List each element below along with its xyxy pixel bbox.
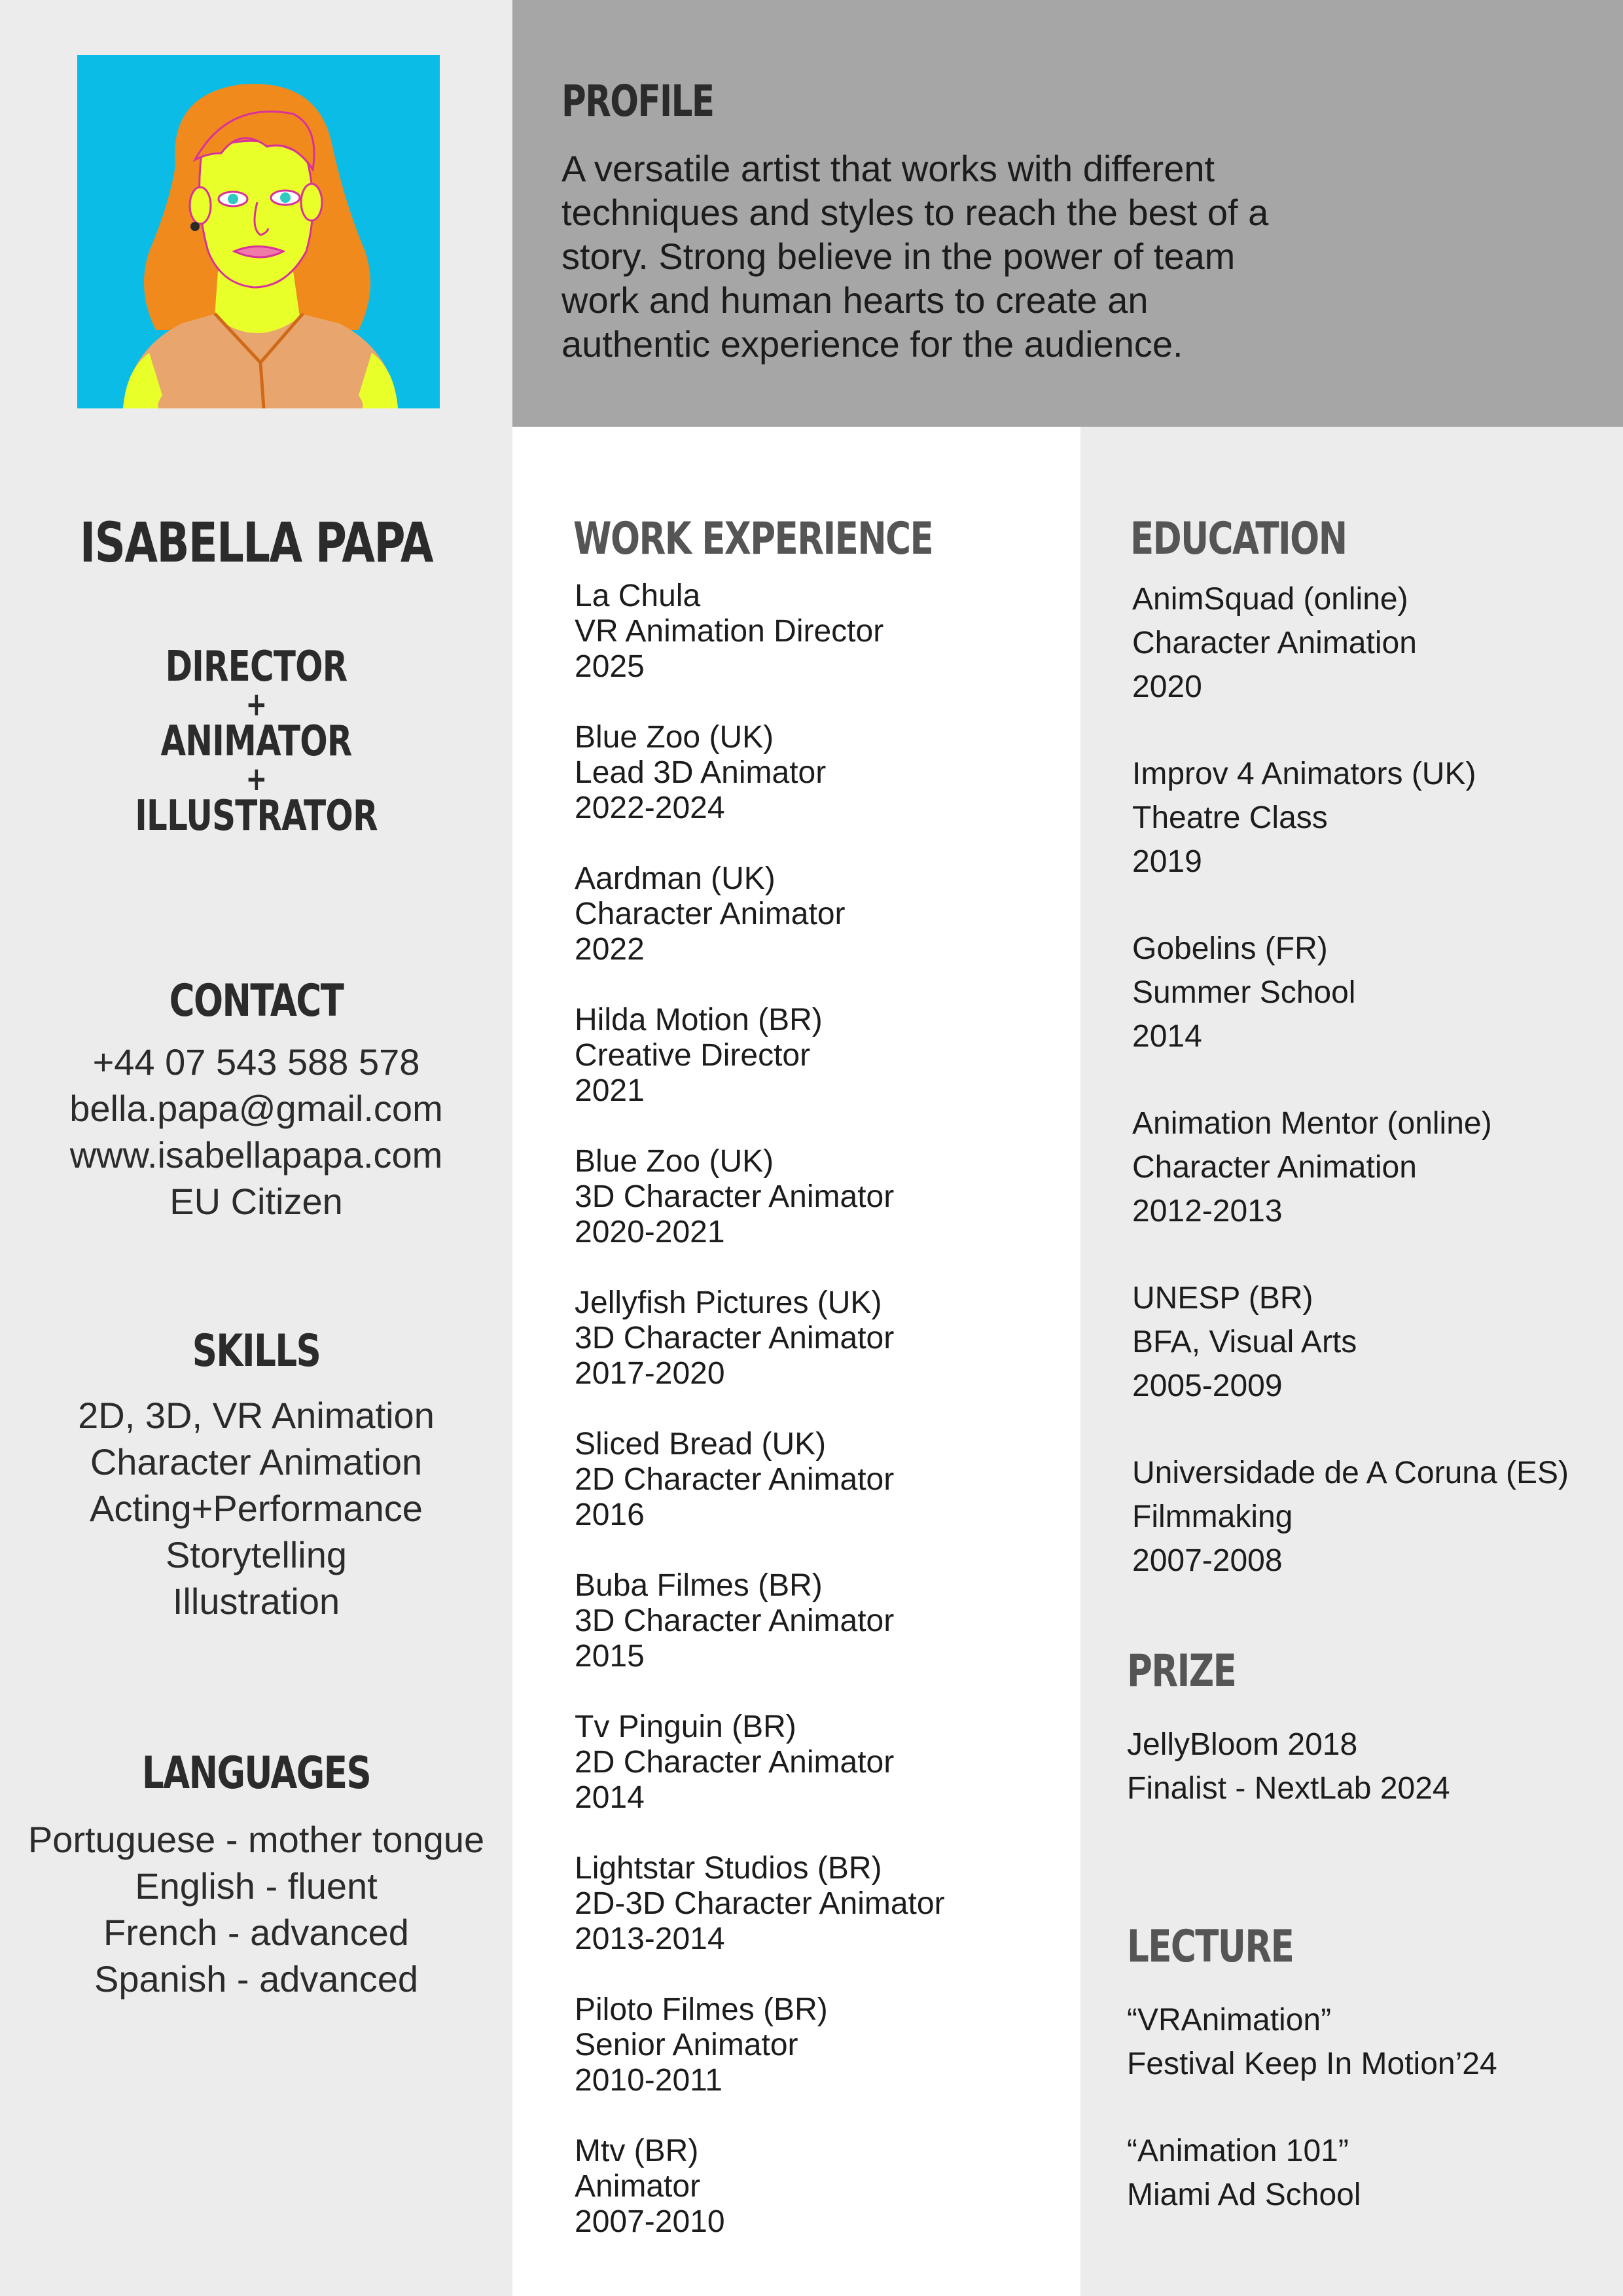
prize-heading: PRIZE (1127, 1645, 1236, 1697)
job-company: La Chula (575, 579, 701, 613)
education-school: AnimSquad (online) (1132, 582, 1408, 617)
lecture-entry (1127, 1998, 1497, 2086)
job-entry (575, 1710, 894, 1816)
skills-heading: SKILLS (192, 1325, 321, 1377)
job-company: Blue Zoo (UK) (575, 720, 774, 755)
work-experience-heading: WORK EXPERIENCE (573, 513, 933, 565)
role-separator: + (245, 685, 267, 723)
full-name: ISABELLA PAPA (79, 511, 433, 575)
job-company: Piloto Filmes (BR) (575, 1992, 828, 2027)
role-animator: ANIMATOR (160, 717, 352, 766)
profile-heading: PROFILE (562, 76, 714, 126)
job-entry (575, 579, 883, 685)
education-course: Character Animation (1132, 626, 1417, 660)
lecture-entry (1127, 2129, 1361, 2217)
languages-list (0, 1816, 512, 2002)
profile-line: techniques and styles to reach the best of a (562, 192, 1269, 233)
job-role: Animator (575, 2169, 701, 2204)
language-item: Spanish - advanced (94, 1958, 418, 2000)
skill-item: 2D, 3D, VR Animation (78, 1395, 435, 1436)
lecture-venue: Festival Keep In Motion’24 (1127, 2047, 1497, 2081)
education-years: 2012-2013 (1132, 1194, 1283, 1229)
job-role: 3D Character Animator (575, 1179, 895, 1214)
job-company: Tv Pinguin (BR) (575, 1710, 796, 1744)
job-role: Senior Animator (575, 2028, 798, 2062)
language-item: French - advanced (103, 1912, 409, 1953)
education-years: 2007-2008 (1132, 1543, 1283, 1578)
education-heading: EDUCATION (1130, 513, 1347, 565)
education-course: Character Animation (1132, 1150, 1417, 1185)
education-course: Summer School (1132, 975, 1356, 1010)
languages-heading: LANGUAGES (141, 1748, 371, 1799)
job-role: 2D-3D Character Animator (575, 1886, 945, 1921)
job-years: 2022 (575, 932, 645, 967)
skills-list (0, 1392, 512, 1624)
language-item: Portuguese - mother tongue (27, 1819, 485, 1860)
job-entry (575, 1285, 894, 1391)
job-entry (575, 1992, 828, 2098)
portrait-illustration (77, 55, 440, 408)
education-school: Universidade de A Coruna (ES) (1132, 1456, 1569, 1490)
job-company: Buba Filmes (BR) (575, 1568, 823, 1603)
contact-website[interactable]: www.isabellapapa.com (69, 1134, 443, 1175)
skill-item: Character Animation (90, 1441, 423, 1482)
job-company: Lightstar Studios (BR) (575, 1851, 882, 1886)
job-company: Hilda Motion (BR) (575, 1003, 823, 1037)
skill-item: Storytelling (165, 1534, 348, 1575)
lecture-title: “VRAnimation” (1127, 2003, 1332, 2037)
education-school: UNESP (BR) (1132, 1281, 1313, 1316)
education-entry (1132, 1276, 1357, 1408)
contact-email[interactable]: bella.papa@gmail.com (69, 1088, 443, 1129)
education-entry (1132, 1102, 1492, 1233)
job-years: 2016 (575, 1498, 645, 1532)
education-school: Improv 4 Animators (UK) (1132, 757, 1476, 791)
job-years: 2015 (575, 1639, 645, 1674)
skill-item: Illustration (172, 1581, 340, 1622)
education-years: 2020 (1132, 670, 1202, 704)
prize-item: Finalist - NextLab 2024 (1127, 1771, 1450, 1806)
education-school: Gobelins (FR) (1132, 931, 1328, 966)
profile-line: A versatile artist that works with different (562, 148, 1215, 189)
education-years: 2019 (1132, 844, 1202, 879)
job-role: Lead 3D Animator (575, 755, 827, 790)
job-role: Character Animator (575, 897, 846, 931)
job-years: 2025 (575, 649, 645, 684)
education-course: BFA, Visual Arts (1132, 1325, 1357, 1359)
job-years: 2020-2021 (575, 1215, 725, 1249)
job-years: 2013-2014 (575, 1922, 725, 1956)
role-director: DIRECTOR (165, 643, 348, 691)
language-item: English - fluent (135, 1865, 378, 1907)
education-course: Filmmaking (1132, 1499, 1293, 1534)
job-role: 2D Character Animator (575, 1745, 895, 1780)
education-entry (1132, 577, 1417, 709)
job-entry (575, 1003, 823, 1109)
job-years: 2022-2024 (575, 791, 725, 825)
job-role: 3D Character Animator (575, 1604, 895, 1638)
education-entry (1132, 752, 1476, 884)
education-course: Theatre Class (1132, 800, 1328, 835)
education-school: Animation Mentor (online) (1132, 1106, 1492, 1141)
job-role: 3D Character Animator (575, 1321, 895, 1355)
job-entry (575, 861, 846, 967)
profile-text (562, 147, 1268, 366)
job-company: Aardman (UK) (575, 861, 776, 896)
contact-list (0, 1039, 512, 1225)
education-years: 2005-2009 (1132, 1369, 1283, 1403)
job-years: 2014 (575, 1780, 645, 1815)
job-years: 2007-2010 (575, 2204, 725, 2239)
lecture-title: “Animation 101” (1127, 2134, 1349, 2168)
education-years: 2014 (1132, 1019, 1202, 1054)
job-years: 2010-2011 (575, 2063, 722, 2098)
education-entry (1132, 927, 1355, 1058)
job-company: Blue Zoo (UK) (575, 1144, 774, 1179)
job-role: VR Animation Director (575, 614, 884, 649)
role-separator: + (245, 760, 267, 798)
job-entry (575, 720, 826, 826)
profile-line: story. Strong believe in the power of team (562, 236, 1236, 277)
contact-heading: CONTACT (169, 975, 344, 1027)
job-years: 2017-2020 (575, 1356, 725, 1391)
job-entry (575, 1568, 894, 1674)
lecture-heading: LECTURE (1127, 1921, 1294, 1973)
prize-list (1127, 1723, 1450, 1810)
roles-list (0, 643, 512, 840)
prize-item: JellyBloom 2018 (1127, 1727, 1358, 1762)
job-company: Sliced Bread (UK) (575, 1427, 827, 1462)
contact-citizenship: EU Citizen (169, 1181, 343, 1222)
education-entry (1132, 1451, 1569, 1583)
job-role: Creative Director (575, 1038, 811, 1073)
contact-phone[interactable]: +44 07 543 588 578 (92, 1041, 420, 1083)
skill-item: Acting+Performance (90, 1488, 423, 1529)
job-company: Jellyfish Pictures (UK) (575, 1285, 882, 1320)
job-entry (575, 1144, 894, 1250)
profile-line: work and human hearts to create an (562, 279, 1149, 321)
job-entry (575, 2134, 725, 2240)
job-entry (575, 1851, 945, 1957)
job-role: 2D Character Animator (575, 1462, 895, 1497)
role-illustrator: ILLUSTRATOR (135, 792, 378, 840)
job-years: 2021 (575, 1073, 645, 1108)
profile-line: authentic experience for the audience. (562, 323, 1183, 365)
lecture-venue: Miami Ad School (1127, 2178, 1361, 2212)
job-entry (575, 1427, 894, 1533)
job-company: Mtv (BR) (575, 2134, 699, 2168)
